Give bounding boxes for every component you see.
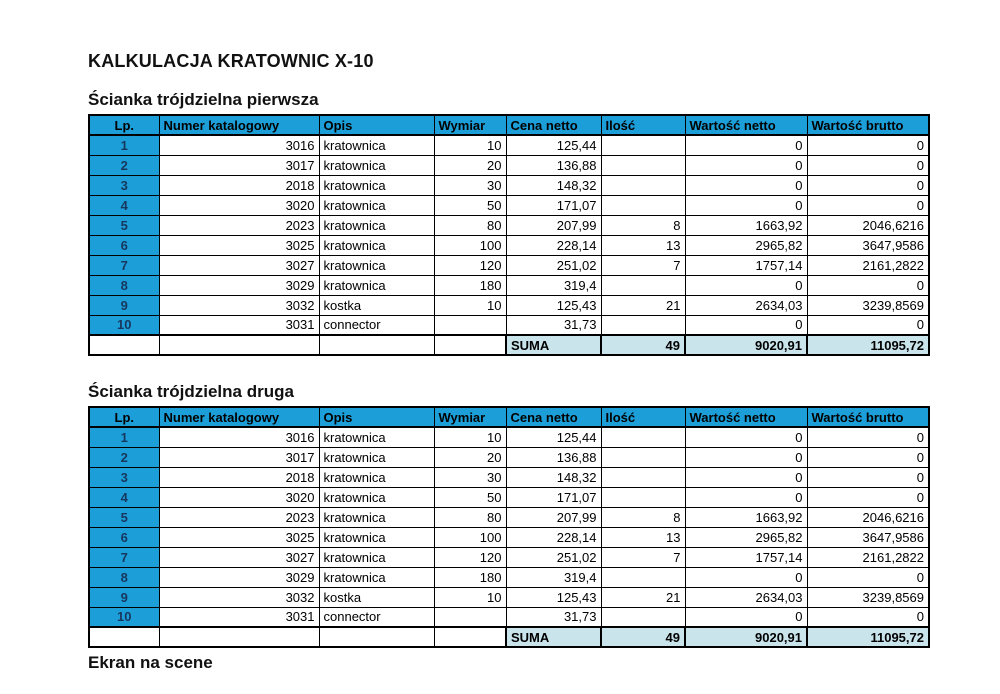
section-title-first: Ścianka trójdzielna pierwsza [88,90,319,109]
table-cell: 0 [685,155,807,175]
table-cell: 3020 [159,487,319,507]
table-cell: 0 [807,195,929,215]
table-cell: 319,4 [506,275,601,295]
column-header-ilosc: Ilość [601,407,685,427]
table-cell [434,335,506,355]
table-cell: kratownica [319,195,434,215]
table-cell: 50 [434,195,506,215]
table-cell: 0 [685,467,807,487]
table-cell: 3 [89,175,159,195]
table-cell [434,627,506,647]
table-cell: 8 [601,215,685,235]
table-row [89,507,929,527]
column-header-lp: Lp. [89,407,159,427]
table-cell: 0 [807,427,929,447]
table-cell: 10 [434,295,506,315]
column-header-opis: Opis [319,115,434,135]
table-cell: 2161,2822 [807,547,929,567]
table-cell [601,155,685,175]
table-cell: 3025 [159,527,319,547]
table-header-row [89,407,929,427]
table-cell: 11095,72 [807,335,929,355]
table-row [89,195,929,215]
table-cell: 13 [601,235,685,255]
table-cell: 136,88 [506,447,601,467]
table-cell [601,195,685,215]
table-cell: connector [319,315,434,335]
table-cell: 31,73 [506,315,601,335]
table-cell: 2023 [159,507,319,527]
column-header-numer-katalogowy: Numer katalogowy [159,407,319,427]
table-cell: 0 [807,175,929,195]
table-cell: 3017 [159,447,319,467]
table-cell: 3032 [159,587,319,607]
table-cell: 3031 [159,315,319,335]
table-cell: 2046,6216 [807,507,929,527]
table-row [89,607,929,627]
table-cell: 3027 [159,255,319,275]
table-cell: 0 [807,467,929,487]
section-title-second: Ścianka trójdzielna druga [88,382,294,401]
column-header-wartosc-netto: Wartość netto [685,115,807,135]
table-cell: kratownica [319,567,434,587]
table-row [89,467,929,487]
table-cell: 3647,9586 [807,235,929,255]
table-row [89,175,929,195]
table-cell: 2634,03 [685,587,807,607]
table-cell: 171,07 [506,487,601,507]
table-cell: kratownica [319,447,434,467]
table-row [89,135,929,155]
table-cell: 3 [89,467,159,487]
table-cell: kratownica [319,467,434,487]
table-cell: 251,02 [506,255,601,275]
table-cell: 2634,03 [685,295,807,315]
table-cell [89,627,159,647]
table-cell: 10 [434,587,506,607]
table-cell: 148,32 [506,175,601,195]
table-cell: 1663,92 [685,215,807,235]
table-cell: 3239,8569 [807,295,929,315]
table-cell: 251,02 [506,547,601,567]
column-header-wartosc-netto: Wartość netto [685,407,807,427]
table-row [89,547,929,567]
table-row [89,215,929,235]
table-cell: 0 [685,607,807,627]
table-cell: kratownica [319,155,434,175]
table-cell [601,135,685,155]
table-cell: 0 [685,427,807,447]
table-cell: 180 [434,567,506,587]
table-cell: 3016 [159,427,319,447]
table-scianka-druga [88,406,930,648]
table-row [89,447,929,467]
table-cell: 0 [685,195,807,215]
table-header-row [89,115,929,135]
column-header-numer-katalogowy: Numer katalogowy [159,115,319,135]
table-cell [159,335,319,355]
table-cell: 2965,82 [685,527,807,547]
table-suma-row [89,335,929,355]
table-cell: 5 [89,507,159,527]
table-cell: 7 [89,547,159,567]
table-cell: 0 [685,175,807,195]
table-cell: 125,44 [506,427,601,447]
table-cell: 21 [601,295,685,315]
section-title-ekran-na-scene: Ekran na scene [88,653,213,672]
table-cell [601,315,685,335]
table-cell: 8 [89,275,159,295]
table-cell: kratownica [319,235,434,255]
column-header-cena-netto: Cena netto [506,115,601,135]
table-cell: 1757,14 [685,255,807,275]
table-row [89,235,929,255]
table-cell: 11095,72 [807,627,929,647]
table-cell [601,567,685,587]
table-cell: 0 [685,567,807,587]
table-cell: 9 [89,587,159,607]
table-cell: 0 [685,275,807,295]
table-cell: 9020,91 [685,627,807,647]
table-cell: 0 [685,135,807,155]
table-row [89,255,929,275]
table-cell: 30 [434,175,506,195]
table-cell: kratownica [319,215,434,235]
table-cell: 2018 [159,175,319,195]
table-cell: 0 [685,315,807,335]
table-cell: 207,99 [506,507,601,527]
table-cell: 6 [89,235,159,255]
table-row [89,627,929,647]
column-header-cena-netto: Cena netto [506,407,601,427]
table-cell [89,335,159,355]
table-cell: 1757,14 [685,547,807,567]
table-row [89,587,929,607]
document-title: KALKULACJA KRATOWNIC X-10 [88,51,374,71]
table-cell: kratownica [319,527,434,547]
table-cell: kratownica [319,135,434,155]
table-cell: 120 [434,547,506,567]
table-cell [319,335,434,355]
table-cell: 31,73 [506,607,601,627]
table-cell: 8 [601,507,685,527]
table-cell [434,607,506,627]
column-header-wymiar: Wymiar [434,115,506,135]
table-cell: 136,88 [506,155,601,175]
table-row [89,155,929,175]
table-cell: 10 [89,315,159,335]
table-cell: 3239,8569 [807,587,929,607]
table-cell [601,175,685,195]
table-cell: 5 [89,215,159,235]
table-cell: 6 [89,527,159,547]
table-row [89,427,929,447]
table-cell: 0 [807,135,929,155]
table-row [89,487,929,507]
table-suma-row [89,627,929,647]
table-scianka-pierwsza [88,114,930,356]
column-header-wymiar: Wymiar [434,407,506,427]
table-cell: 3029 [159,567,319,587]
table-cell [601,607,685,627]
table-row [89,295,929,315]
table-cell: 2046,6216 [807,215,929,235]
table-cell: 125,43 [506,587,601,607]
table-cell: 0 [807,275,929,295]
table-cell: 3031 [159,607,319,627]
column-header-lp: Lp. [89,115,159,135]
table-body [89,135,929,335]
table-cell: 0 [807,487,929,507]
table-cell: 100 [434,527,506,547]
table-cell: 49 [601,627,685,647]
table-cell: kratownica [319,547,434,567]
table-cell: 228,14 [506,527,601,547]
table-cell: 80 [434,215,506,235]
column-header-ilosc: Ilość [601,115,685,135]
table-cell: 3032 [159,295,319,315]
table-row [89,567,929,587]
table-cell: 7 [601,547,685,567]
table-cell: 4 [89,195,159,215]
table-cell: 0 [685,447,807,467]
table-cell: 49 [601,335,685,355]
table-cell: 13 [601,527,685,547]
table-cell: 3016 [159,135,319,155]
table-cell: 171,07 [506,195,601,215]
table-cell: 3029 [159,275,319,295]
table-cell: 1663,92 [685,507,807,527]
table-cell: 2965,82 [685,235,807,255]
table-cell [159,627,319,647]
table-cell: kostka [319,587,434,607]
table-cell [601,427,685,447]
table-cell: 319,4 [506,567,601,587]
table-cell: 21 [601,587,685,607]
table-cell: 3025 [159,235,319,255]
table-cell: 10 [89,607,159,627]
table-cell: connector [319,607,434,627]
table-cell: 0 [807,447,929,467]
table-cell: 0 [807,155,929,175]
table-cell: 2018 [159,467,319,487]
table-cell: 50 [434,487,506,507]
table-cell: 7 [601,255,685,275]
table-row [89,527,929,547]
table-cell: 0 [807,567,929,587]
table-cell [601,447,685,467]
column-header-opis: Opis [319,407,434,427]
table-cell: 3027 [159,547,319,567]
table-cell: 8 [89,567,159,587]
table-cell: 10 [434,427,506,447]
table-cell: SUMA [506,627,601,647]
table-cell: kratownica [319,175,434,195]
table-cell: 120 [434,255,506,275]
table-cell: 80 [434,507,506,527]
table-cell: kratownica [319,275,434,295]
table-cell: 2161,2822 [807,255,929,275]
table-cell [319,627,434,647]
table-cell: 9020,91 [685,335,807,355]
table-cell: 2023 [159,215,319,235]
table-cell: kratownica [319,255,434,275]
table-cell: kratownica [319,487,434,507]
table-row [89,275,929,295]
table-cell [601,275,685,295]
table-cell [601,467,685,487]
table-row [89,315,929,335]
table-cell: 100 [434,235,506,255]
table-cell: 2 [89,155,159,175]
table-cell: 1 [89,135,159,155]
table-cell: 0 [807,315,929,335]
table-cell: 2 [89,447,159,467]
table-cell: 7 [89,255,159,275]
table-cell: 9 [89,295,159,315]
table-cell: SUMA [506,335,601,355]
table-cell: 3017 [159,155,319,175]
table-cell: 207,99 [506,215,601,235]
table-cell [434,315,506,335]
table-cell: 125,44 [506,135,601,155]
column-header-wartosc-brutto: Wartość brutto [807,407,929,427]
table-cell: 0 [685,487,807,507]
column-header-wartosc-brutto: Wartość brutto [807,115,929,135]
table-cell: 30 [434,467,506,487]
table-cell: 3020 [159,195,319,215]
table-cell: 148,32 [506,467,601,487]
table-body [89,427,929,627]
table-cell [601,487,685,507]
table-cell: 3647,9586 [807,527,929,547]
table-cell: 10 [434,135,506,155]
table-cell: 1 [89,427,159,447]
table-cell: 125,43 [506,295,601,315]
table-cell: kratownica [319,507,434,527]
table-cell: kostka [319,295,434,315]
table-cell: 20 [434,447,506,467]
table-cell: 20 [434,155,506,175]
table-cell: 4 [89,487,159,507]
table-row [89,335,929,355]
table-cell: 0 [807,607,929,627]
table-cell: kratownica [319,427,434,447]
table-cell: 228,14 [506,235,601,255]
table-cell: 180 [434,275,506,295]
